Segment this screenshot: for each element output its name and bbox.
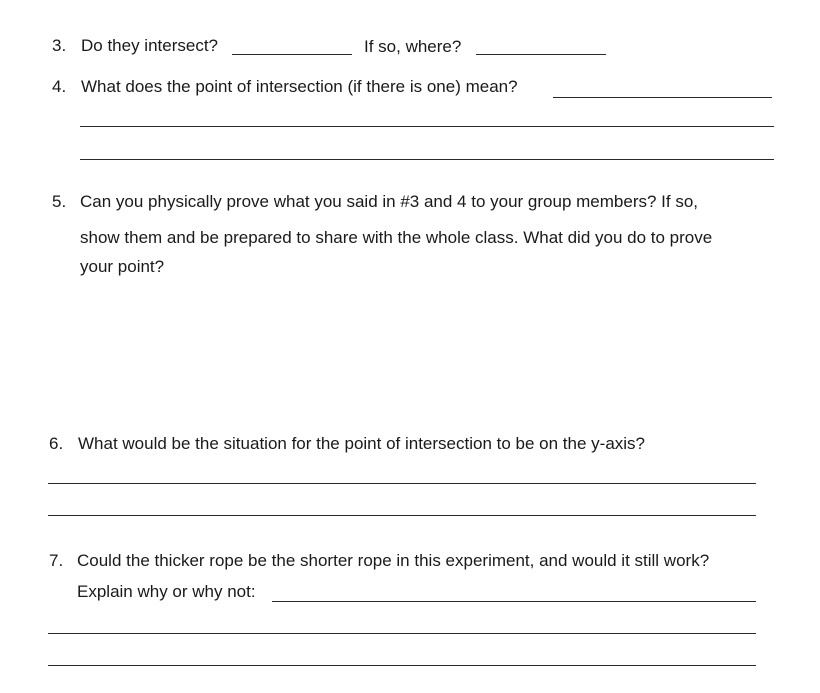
question-6-number: 6. (49, 434, 64, 453)
question-5-answer-space[interactable] (80, 285, 770, 425)
question-4-answer-line-2[interactable] (80, 126, 774, 127)
question-4-number: 4. (52, 77, 67, 96)
question-3-where-line[interactable] (476, 54, 606, 55)
question-4-text: What does the point of intersection (if there is one) mean? (81, 77, 518, 96)
question-4-answer-line-1[interactable] (553, 97, 772, 98)
question-6-answer-line-1[interactable] (48, 483, 756, 484)
question-7-line-1: Could the thicker rope be the shorter rope in this experiment, and would it still work? (77, 551, 710, 570)
question-7-answer-line-2[interactable] (48, 633, 756, 634)
question-5-line-1: Can you physically prove what you said in #3 and 4 to your group members? If so, (80, 192, 699, 211)
question-3-text: Do they intersect? (81, 36, 219, 55)
question-6-text: What would be the situation for the point of intersection to be on the y-axis? (78, 434, 646, 453)
question-6-answer-line-2[interactable] (48, 515, 756, 516)
question-4-answer-line-3[interactable] (80, 159, 774, 160)
question-3-number: 3. (52, 36, 67, 55)
question-7-answer-line-1[interactable] (272, 601, 756, 602)
question-7-line-2: Explain why or why not: (77, 582, 256, 601)
question-5-number: 5. (52, 192, 67, 211)
question-5-line-2: show them and be prepared to share with the whole class. What did you do to prove (80, 228, 713, 247)
question-7-number: 7. (49, 551, 64, 570)
question-3-answer-line[interactable] (232, 54, 352, 55)
question-5-line-3: your point? (80, 257, 165, 276)
question-7-answer-line-3[interactable] (48, 665, 756, 666)
question-3-followup: If so, where? (364, 37, 462, 56)
